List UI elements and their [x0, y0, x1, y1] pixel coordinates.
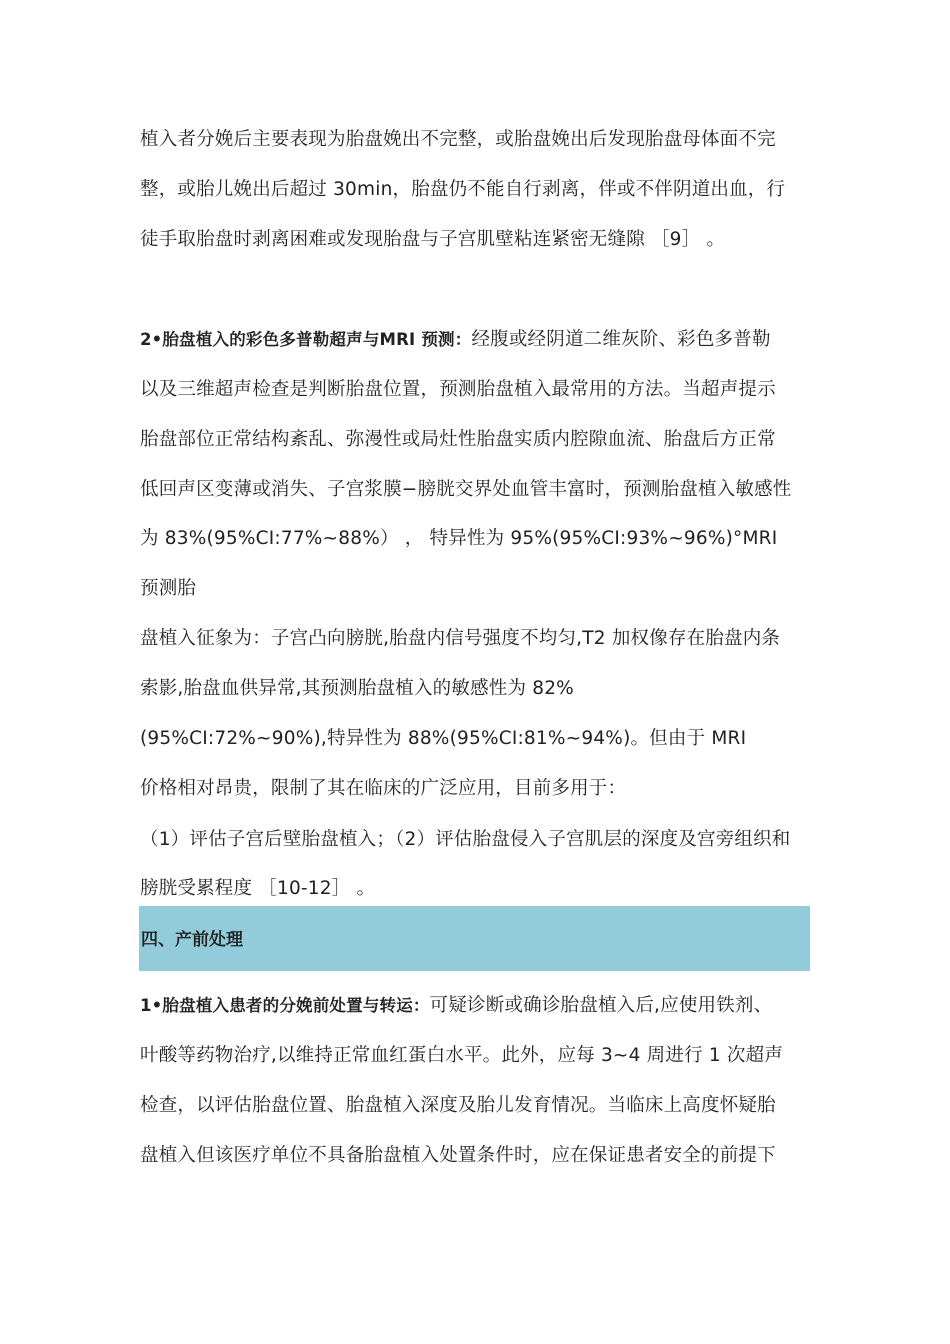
paragraph-line: 预测胎	[140, 578, 197, 599]
paragraph-line: 价格相对昂贵，限制了其在临床的广泛应用，目前多用于：	[140, 778, 627, 799]
paragraph-line: 低回声区变薄或消失、子宫浆膜−膀胱交界处血管丰富时，预测胎盘植入敏感性	[140, 479, 792, 500]
section-heading-ultrasound-mri: 2•胎盘植入的彩色多普勒超声与MRI 预测：	[140, 330, 472, 349]
paragraph-line: (95%CI:72%~90%),特异性为 88%(95%CI:81%~94%)。但由于 MRI	[140, 728, 747, 749]
paragraph-line: 徒手取胎盘时剥离困难或发现胎盘与子宫肌壁粘连紧密无缝隙 ［9］ 。	[140, 229, 726, 250]
section-title: 四、产前处理	[141, 930, 243, 950]
paragraph-line: 检查，以评估胎盘位置、胎盘植入深度及胎儿发育情况。当临床上高度怀疑胎	[140, 1095, 776, 1116]
paragraph-line: 植入者分娩后主要表现为胎盘娩出不完整，或胎盘娩出后发现胎盘母体面不完	[140, 129, 776, 150]
paragraph-first-line	[140, 993, 812, 1019]
paragraph-line: 整，或胎儿娩出后超过 30min，胎盘仍不能自行剥离，伴或不伴阴道出血，行	[140, 179, 786, 200]
section-heading-prenatal: 1•胎盘植入患者的分娩前处置与转运：	[140, 996, 430, 1015]
paragraph-line: 盘植入征象为：子宫凸向膀胱,胎盘内信号强度不均匀,T2 加权像存在胎盘内条	[140, 628, 781, 649]
paragraph-first-line	[140, 327, 812, 353]
paragraph-line: 索影,胎盘血供异常,其预测胎盘植入的敏感性为 82%	[140, 678, 574, 699]
paragraph-line: 以及三维超声检查是判断胎盘位置，预测胎盘植入最常用的方法。当超声提示	[140, 379, 776, 400]
paragraph-text: 经腹或经阴道二维灰阶、彩色多普勒	[471, 329, 771, 350]
section-banner	[139, 906, 810, 971]
paragraph-line: （1）评估子宫后壁胎盘植入；（2）评估胎盘侵入子宫肌层的深度及宫旁组织和	[140, 829, 791, 850]
paragraph-line: 胎盘部位正常结构紊乱、弥漫性或局灶性胎盘实质内腔隙血流、胎盘后方正常	[140, 429, 776, 450]
paragraph-line: 膀胱受累程度 ［10-12］ 。	[140, 878, 376, 899]
paragraph-line: 为 83%(95%CI:77%~88%） ， 特异性为 95%(95%CI:93%~96%)°MRI	[140, 528, 778, 549]
paragraph-line: 叶酸等药物治疗,以维持正常血红蛋白水平。此外，应每 3~4 周进行 1 次超声	[140, 1045, 784, 1066]
paragraph-line: 盘植入但该医疗单位不具备胎盘植入处置条件时，应在保证患者安全的前提下	[140, 1145, 776, 1166]
paragraph-text: 可疑诊断或确诊胎盘植入后,应使用铁剂、	[429, 995, 773, 1016]
